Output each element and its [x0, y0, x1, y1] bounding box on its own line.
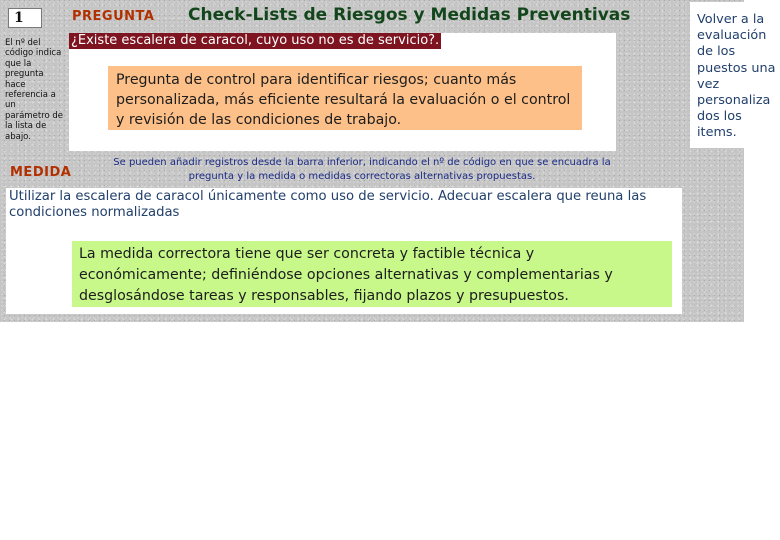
question-tooltip: Pregunta de control para identificar riesgos; cuanto más personalizada, más eficiente resultará la evaluación o el control y revisión de las condiciones de trabajo. — [108, 66, 582, 130]
measure-tooltip: La medida correctora tiene que ser concreta y factible técnica y económicamente; definiéndose opciones alternativas y complementarias y desglosándose tareas y responsables, fijando plazos y presupuestos. — [72, 241, 672, 307]
pregunta-section-label: PREGUNTA — [72, 9, 155, 24]
medida-section-label: MEDIDA — [10, 165, 72, 180]
code-number-field[interactable]: 1 — [8, 8, 42, 28]
page-title: Check-Lists de Riesgos y Medidas Preventivas — [188, 5, 631, 25]
return-to-evaluation-link[interactable]: Volver a la evaluación de los puestos una vez personalizados los items. — [690, 2, 776, 148]
code-explanation-note: El nº del código indica que la pregunta hace referencia a un parámetro de la lista de abajo. — [5, 38, 63, 142]
measure-field[interactable]: Utilizar la escalera de caracol únicamente como uso de servicio. Adecuar escalera que reuna las condiciones normalizadas — [6, 188, 682, 314]
measure-hint-text: Se pueden añadir registros desde la barra inferior, indicando el nº de código en que se encuadra la pregunta y la medida o medidas correctoras alternativas propuestas. — [113, 157, 611, 182]
question-text: ¿Existe escalera de caracol, cuyo uso no es de servicio?. — [71, 33, 440, 48]
